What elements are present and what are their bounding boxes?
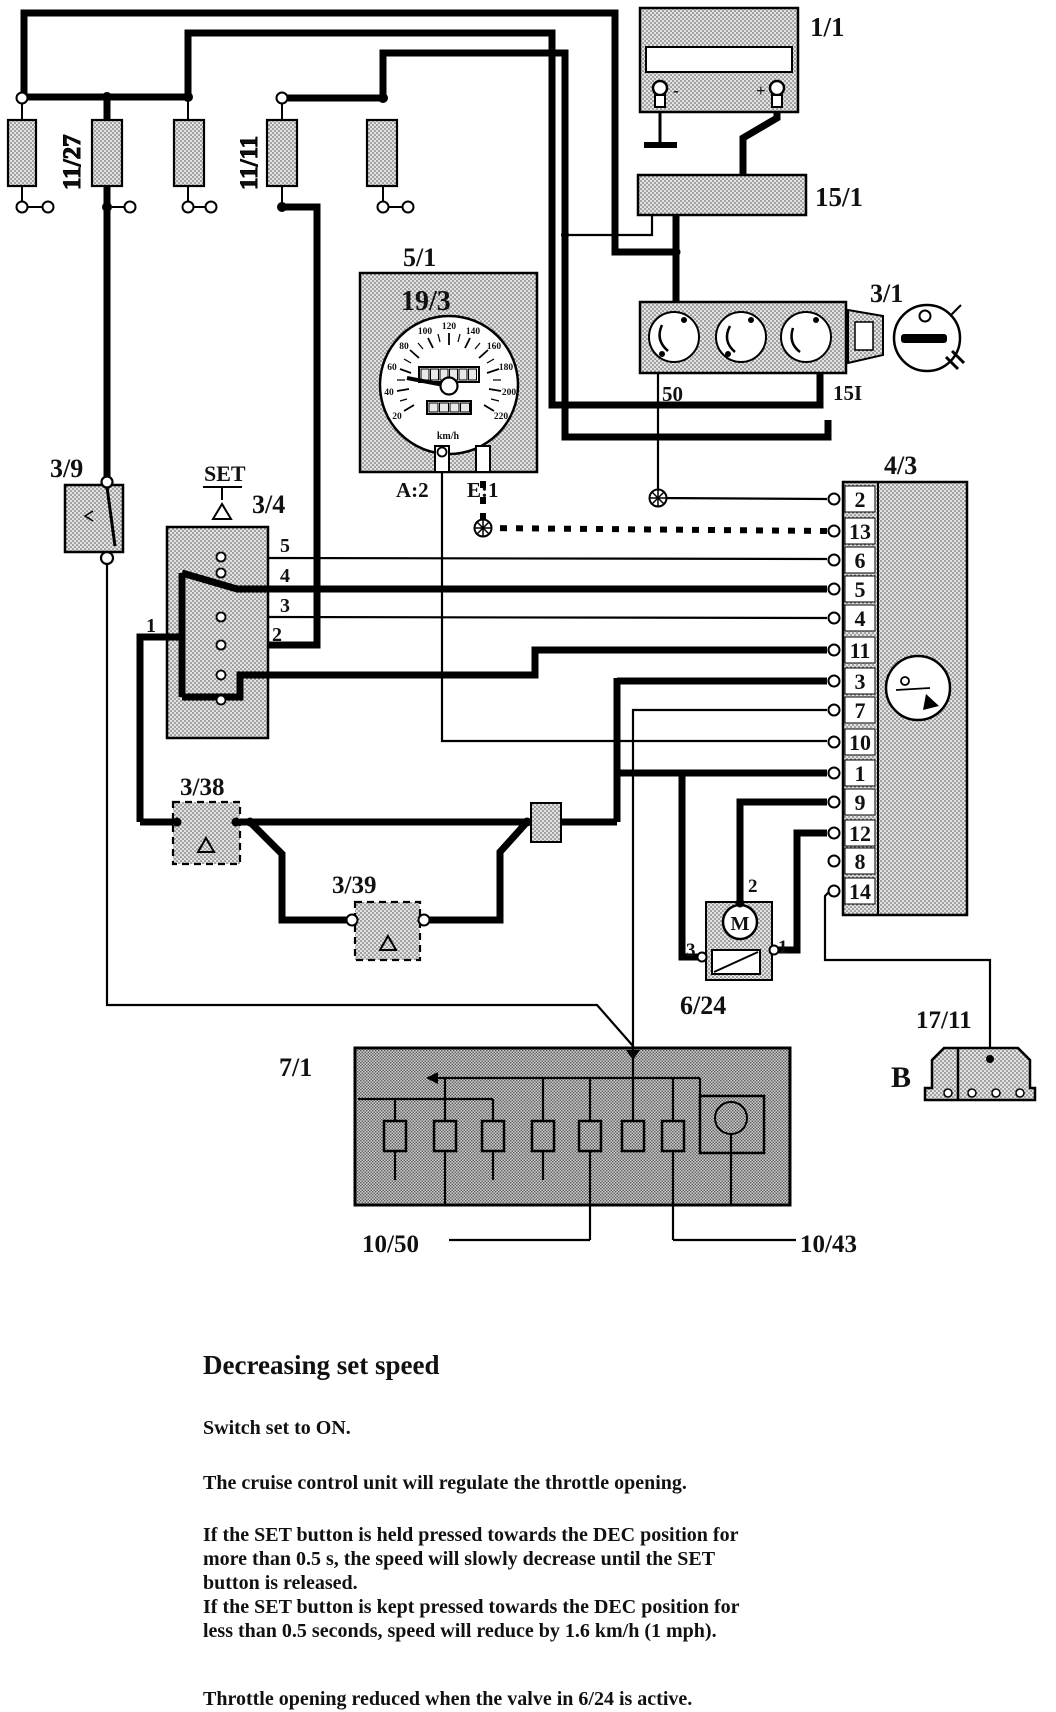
motor-m: M xyxy=(730,913,750,935)
valve-6-24 xyxy=(680,876,788,1020)
pin-label: 1 xyxy=(778,937,788,958)
junction-dot xyxy=(736,899,745,908)
battery-1-1 xyxy=(640,8,845,148)
ignition-switch-3-1 xyxy=(640,279,964,406)
rotor-dot xyxy=(814,318,819,323)
svg-text:7: 7 xyxy=(854,698,866,723)
terminal xyxy=(101,552,113,564)
svg-text:9: 9 xyxy=(854,790,866,815)
connector-label: 3/39 xyxy=(332,872,377,899)
wire xyxy=(140,637,167,822)
terminal xyxy=(43,202,54,213)
terminal xyxy=(102,477,113,488)
rotor-dot xyxy=(660,352,665,357)
svg-text:140: 140 xyxy=(465,327,481,337)
caption-line: less than 0.5 seconds, speed will reduce by 1.6 km/h (1 mph). xyxy=(203,1620,717,1642)
rotor-dot xyxy=(749,318,754,323)
splice-symbol xyxy=(475,520,492,537)
kmh-label: km/h xyxy=(436,431,460,442)
ignition-connector-slot xyxy=(855,322,873,350)
terminal xyxy=(183,202,194,213)
fuse-row xyxy=(8,93,414,213)
pin-label: 2 xyxy=(272,624,282,646)
pin-label: 3 xyxy=(280,595,290,617)
battery-minus: - xyxy=(673,81,679,100)
speedo-unit-label: 19/3 xyxy=(401,286,451,317)
wire xyxy=(682,773,706,957)
svg-text:8: 8 xyxy=(854,849,866,874)
switch-label: 3/9 xyxy=(50,454,84,483)
fuse xyxy=(267,120,297,186)
ignition-label: 3/1 xyxy=(870,279,904,308)
junction-dot xyxy=(232,818,241,827)
battery-plus: + xyxy=(756,81,766,100)
battery-label: 1/1 xyxy=(810,12,845,42)
caption-line: more than 0.5 s, the speed will slowly decrease until the SET xyxy=(203,1548,716,1570)
terminal xyxy=(277,93,288,104)
svg-text:20: 20 xyxy=(392,412,402,422)
fuse xyxy=(174,120,204,186)
terminal xyxy=(419,915,430,926)
ecu-label: 4/3 xyxy=(884,451,918,480)
junction-dot xyxy=(184,93,193,102)
ground-b-label: B xyxy=(891,1061,912,1094)
wire xyxy=(268,558,827,559)
connector-3-39 xyxy=(332,872,430,960)
caption-regulate: The cruise control unit will regulate the throttle opening. xyxy=(203,1472,687,1494)
set-label: SET xyxy=(204,461,246,486)
terminal-15i-label: 15I xyxy=(833,381,863,405)
svg-text:13: 13 xyxy=(849,519,871,544)
junction-dot xyxy=(561,231,569,239)
wire xyxy=(268,650,827,675)
fuse xyxy=(92,120,122,186)
set-switch-label: 3/4 xyxy=(252,490,286,519)
pin-label: 2 xyxy=(748,876,758,897)
caption-line: If the SET button is kept pressed towards the DEC position for xyxy=(203,1596,740,1618)
junction-dot xyxy=(173,818,182,827)
connector-body xyxy=(355,902,420,960)
conn-a-label: A:2 xyxy=(396,478,429,502)
svg-text:200: 200 xyxy=(501,388,517,398)
ground-symbol xyxy=(644,142,677,148)
battery-pos-terminal xyxy=(770,81,784,95)
caption-throttle: Throttle opening reduced when the valve in 6/24 is active. xyxy=(203,1688,693,1710)
svg-text:4: 4 xyxy=(854,606,866,631)
pin-label: 5 xyxy=(280,535,290,557)
svg-text:14: 14 xyxy=(849,879,871,904)
conn-b-label: E:1 xyxy=(467,478,499,502)
junction-dot xyxy=(103,203,112,212)
pin-label: 4 xyxy=(280,565,290,587)
fuse xyxy=(367,120,397,186)
key-grip xyxy=(901,334,947,343)
conn-b-stub xyxy=(476,446,490,472)
battery-neg-post xyxy=(655,95,665,107)
connector-body xyxy=(173,802,240,864)
svg-text:12: 12 xyxy=(849,821,871,846)
fuse xyxy=(8,120,36,186)
junction-15-1 xyxy=(561,175,863,257)
wire xyxy=(442,472,827,741)
terminal xyxy=(125,202,136,213)
fusebox-7-1 xyxy=(279,1048,857,1258)
needle-hub xyxy=(441,378,458,395)
caption-block xyxy=(203,1350,833,1711)
svg-text:2: 2 xyxy=(854,487,866,512)
terminal xyxy=(347,915,358,926)
junction-dot xyxy=(278,203,287,212)
svg-text:3: 3 xyxy=(854,669,866,694)
wire-10-43-label: 10/43 xyxy=(800,1231,857,1258)
ground-17-11 xyxy=(891,1007,1035,1100)
terminal xyxy=(698,953,707,962)
svg-text:60: 60 xyxy=(387,363,397,373)
fusebox-body xyxy=(355,1048,790,1205)
wire xyxy=(268,207,317,645)
svg-text:100: 100 xyxy=(417,327,433,337)
speedometer-5-1 xyxy=(360,243,537,502)
svg-text:40: 40 xyxy=(384,388,394,398)
ignition-rotor xyxy=(716,312,766,362)
valve-label: 6/24 xyxy=(680,991,727,1020)
control-unit-4-3 xyxy=(829,451,968,915)
splice-symbol xyxy=(650,490,667,507)
svg-text:80: 80 xyxy=(399,342,409,352)
wire xyxy=(772,833,827,950)
svg-text:6: 6 xyxy=(854,548,866,573)
svg-text:5: 5 xyxy=(854,577,866,602)
caption-switch-on: Switch set to ON. xyxy=(203,1417,351,1439)
terminal xyxy=(17,93,28,104)
terminal xyxy=(438,448,447,457)
svg-text:11: 11 xyxy=(849,638,871,663)
terminal-50-label: 50 xyxy=(662,382,683,406)
fuse-label-11-27: 11/27 xyxy=(59,134,86,190)
svg-text:10: 10 xyxy=(849,730,871,755)
caption-line: button is released. xyxy=(203,1572,358,1594)
connector-label: 3/38 xyxy=(180,774,225,801)
wire xyxy=(565,215,652,235)
junction-body xyxy=(638,175,806,215)
inline-connector xyxy=(531,803,561,842)
caption-line: If the SET button is held pressed towards the DEC position for xyxy=(203,1524,739,1546)
wire-10-50-label: 10/50 xyxy=(362,1231,419,1258)
wire xyxy=(268,617,827,618)
caption-heading: Decreasing set speed xyxy=(203,1350,440,1380)
fusebox-label: 7/1 xyxy=(279,1053,313,1082)
battery-band xyxy=(646,47,792,72)
battery-pos-post xyxy=(772,95,782,107)
terminal xyxy=(206,202,217,213)
terminal xyxy=(403,202,414,213)
rotor-dot xyxy=(726,352,731,357)
junction-dot xyxy=(672,248,681,257)
speedo-label: 5/1 xyxy=(403,243,437,272)
rotor-dot xyxy=(682,318,687,323)
key-tick xyxy=(950,305,961,316)
battery-neg-terminal xyxy=(653,81,667,95)
junction-dot xyxy=(986,1055,994,1063)
fuse-label-11-11: 11/11 xyxy=(236,135,263,190)
fusebox-exit-wires xyxy=(449,1205,796,1240)
svg-text:160: 160 xyxy=(486,342,502,352)
switch-3-9 xyxy=(50,454,123,564)
terminal xyxy=(378,202,389,213)
ground-label: 17/11 xyxy=(916,1007,972,1034)
pin-label: 3 xyxy=(686,940,696,961)
junction-dot xyxy=(246,818,255,827)
terminal xyxy=(17,202,28,213)
junction-label: 15/1 xyxy=(815,182,864,212)
svg-text:180: 180 xyxy=(498,363,514,373)
svg-text:1: 1 xyxy=(854,761,866,786)
svg-text:220: 220 xyxy=(493,412,509,422)
ignition-rotor xyxy=(781,312,831,362)
set-arrow xyxy=(213,504,231,519)
set-switch-3-4 xyxy=(146,461,290,738)
junction-dot xyxy=(103,93,112,102)
pin-label: 1 xyxy=(146,615,156,637)
junction-dot xyxy=(379,94,388,103)
svg-text:120: 120 xyxy=(441,322,457,332)
key-hole xyxy=(920,311,931,322)
ignition-rotor xyxy=(649,312,699,362)
